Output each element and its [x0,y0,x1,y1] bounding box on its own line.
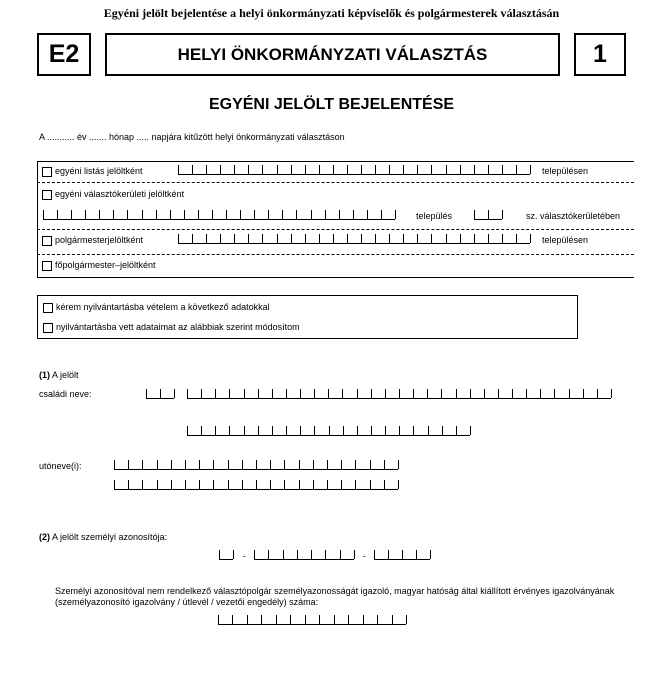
cell-divider [286,426,287,435]
cell-divider [185,460,186,469]
cell-divider [268,210,269,219]
cell-divider [374,550,375,559]
cell-divider [270,480,271,489]
cell-divider [456,426,457,435]
cell-divider [375,234,376,243]
cell-divider [329,426,330,435]
cell-divider [470,426,471,435]
mayor-candidate-checkbox[interactable] [42,236,52,246]
district-settlement-field[interactable] [43,211,395,220]
cell-divider [142,460,143,469]
cell-divider [128,460,129,469]
cell-divider [220,234,221,243]
cell-divider [583,389,584,398]
cell-divider [340,550,341,559]
cell-divider [299,480,300,489]
mayor-settlement-suffix: településen [542,235,589,245]
cell-divider [334,615,335,624]
id-separator: - [363,551,366,561]
district-suffix: sz. választókerületében [526,211,621,221]
district-candidate-label: egyéni választókerületi jelöltként [55,189,185,199]
cell-divider [226,210,227,219]
cell-divider [342,389,343,398]
cell-divider [313,480,314,489]
cell-divider [220,165,221,174]
cell-divider [474,165,475,174]
cell-divider [319,234,320,243]
request-type-box [37,295,578,339]
cell-divider [282,210,283,219]
cell-divider [157,480,158,489]
cell-divider [215,389,216,398]
cell-divider [398,460,399,469]
cell-divider [399,426,400,435]
cell-divider [319,615,320,624]
cell-divider [460,234,461,243]
cell-divider [270,460,271,469]
cell-divider [314,389,315,398]
cell-divider [428,426,429,435]
cell-divider [300,426,301,435]
cell-divider [299,460,300,469]
cell-divider [228,460,229,469]
cell-divider [261,615,262,624]
cell-divider [157,460,158,469]
cell-divider [403,165,404,174]
cell-divider [377,615,378,624]
cell-divider [290,615,291,624]
cell-divider [242,460,243,469]
row-divider [37,254,634,255]
cell-divider [311,210,312,219]
cell-divider [341,460,342,469]
row-divider [37,229,634,230]
cell-divider [218,615,219,624]
cell-divider [43,210,44,219]
cell-divider [297,550,298,559]
cell-divider [357,389,358,398]
id-sex-digit-field[interactable] [219,551,233,560]
cell-divider [341,480,342,489]
cell-divider [431,234,432,243]
cell-divider [597,389,598,398]
cell-divider [375,165,376,174]
cell-divider [256,460,257,469]
cell-divider [171,480,172,489]
cell-divider [199,480,200,489]
cell-divider [470,389,471,398]
cell-divider [348,615,349,624]
cell-divider [156,210,157,219]
given-name-label: utóneve(i): [39,461,82,471]
cell-divider [319,165,320,174]
cell-divider [127,210,128,219]
section1-title: A jelölt [52,370,79,380]
cell-divider [540,389,541,398]
cell-divider [357,426,358,435]
id-document-note: Személyi azonosítóval nem rendelkező választópolgár személyazonosságát igazoló, magyar hatóság által kiállított érvényes igazolványának (személyazonosító igazolvány / útlevél / vezetői engedély) száma: [55,586,615,607]
district-candidate-checkbox[interactable] [42,190,52,200]
section2-heading [39,532,167,542]
cell-divider [355,460,356,469]
cell-divider [229,389,230,398]
cell-divider [339,210,340,219]
cell-divider [171,460,172,469]
cell-divider [441,389,442,398]
cell-divider [416,550,417,559]
register-label: kérem nyilvántartásba vételem a következő adatokkal [56,302,270,312]
page-number-box [574,33,626,76]
cell-divider [256,480,257,489]
cell-divider [284,480,285,489]
cell-divider [187,389,188,398]
cell-divider [427,389,428,398]
cell-divider [516,165,517,174]
cell-divider [512,389,513,398]
cell-divider [219,550,220,559]
cell-divider [291,165,292,174]
list-settlement-suffix: településen [542,166,589,176]
cell-divider [399,389,400,398]
cell-divider [178,165,179,174]
cell-divider [213,480,214,489]
cell-divider [228,480,229,489]
list-candidate-label: egyéni listás jelöltként [55,166,143,176]
cell-divider [234,234,235,243]
cell-divider [363,615,364,624]
cell-divider [57,210,58,219]
cell-divider [530,165,531,174]
cell-divider [199,460,200,469]
cell-divider [247,615,248,624]
cell-divider [353,210,354,219]
cell-divider [113,210,114,219]
cell-divider [187,426,188,435]
cell-divider [201,426,202,435]
cell-divider [242,480,243,489]
cell-divider [389,165,390,174]
cell-divider [201,389,202,398]
section-top-border [37,161,634,162]
cell-divider [276,615,277,624]
cell-divider [569,389,570,398]
cell-divider [212,210,213,219]
cell-divider [402,550,403,559]
name-prefix-field[interactable] [146,390,174,399]
cell-divider [206,234,207,243]
cell-divider [71,210,72,219]
modify-checkbox[interactable] [43,323,53,333]
cell-divider [277,234,278,243]
cell-divider [384,460,385,469]
cell-divider [328,389,329,398]
election-title: HELYI ÖNKORMÁNYZATI VÁLASZTÁS [177,44,488,64]
cell-divider [502,165,503,174]
cell-divider [417,234,418,243]
cell-divider [381,210,382,219]
cell-divider [406,615,407,624]
cell-divider [300,389,301,398]
intro-line: A ........... év ....... hónap ..... napjára kitűzött helyi önkormányzati választáson [39,132,345,142]
cell-divider [146,389,147,398]
cell-divider [85,210,86,219]
modify-label: nyilvántartásba vett adataimat az alábbiak szerint módosítom [56,322,300,332]
cell-divider [488,210,489,219]
cell-divider [498,389,499,398]
cell-divider [361,165,362,174]
cell-divider [474,234,475,243]
family-name-field-2[interactable] [187,427,470,436]
cell-divider [327,480,328,489]
cell-divider [389,234,390,243]
section1-number: (1) [39,370,50,380]
cell-divider [502,210,503,219]
section2-title: A jelölt személyi azonosítója: [52,532,168,542]
cell-divider [268,550,269,559]
cell-divider [333,165,334,174]
form-code: E2 [48,40,80,68]
cell-divider [233,550,234,559]
cell-divider [244,389,245,398]
cell-divider [554,389,555,398]
cell-divider [460,165,461,174]
cell-divider [258,389,259,398]
district-number-field[interactable] [474,211,502,220]
lord-mayor-candidate-checkbox[interactable] [42,261,52,271]
cell-divider [516,234,517,243]
cell-divider [184,210,185,219]
cell-divider [254,210,255,219]
given-name-field-2[interactable] [114,481,398,490]
cell-divider [385,389,386,398]
cell-divider [248,165,249,174]
section1-heading [39,370,79,380]
cell-divider [284,460,285,469]
cell-divider [262,165,263,174]
cell-divider [311,550,312,559]
cell-divider [530,234,531,243]
cell-divider [185,480,186,489]
cell-divider [611,389,612,398]
cell-divider [430,550,431,559]
cell-divider [99,210,100,219]
list-settlement-field[interactable] [178,166,530,175]
cell-divider [160,389,161,398]
cell-divider [277,165,278,174]
cell-divider [305,165,306,174]
cell-divider [178,234,179,243]
page-number: 1 [593,40,607,68]
section-left-border [37,161,38,277]
form-code-box [37,33,91,76]
id-serial-field[interactable] [374,551,430,560]
lord-mayor-candidate-label: főpolgármester–jelöltként [55,260,156,270]
cell-divider [325,210,326,219]
cell-divider [371,426,372,435]
cell-divider [244,426,245,435]
cell-divider [291,234,292,243]
cell-divider [446,234,447,243]
cell-divider [254,550,255,559]
form-header-title: Egyéni jelölt bejelentése a helyi önkormányzati képviselők és polgármesterek választásán [103,6,560,20]
cell-divider [213,460,214,469]
given-name-field[interactable] [114,461,398,470]
cell-divider [456,389,457,398]
cell-divider [333,234,334,243]
section-bottom-border [37,277,634,278]
cell-divider [413,389,414,398]
cell-divider [347,234,348,243]
cell-divider [142,210,143,219]
id-separator: - [243,551,246,561]
family-name-label: családi neve: [39,389,92,399]
cell-divider [484,389,485,398]
cell-divider [325,550,326,559]
cell-divider [385,426,386,435]
district-settlement-label: település [416,211,453,221]
cell-divider [313,460,314,469]
cell-divider [431,165,432,174]
id-document-number-field[interactable] [218,616,406,625]
cell-divider [192,234,193,243]
cell-divider [114,460,115,469]
family-name-field[interactable] [187,390,611,399]
cell-divider [392,615,393,624]
cell-divider [361,234,362,243]
register-checkbox[interactable] [43,303,53,313]
cell-divider [258,426,259,435]
cell-divider [474,210,475,219]
cell-divider [283,550,284,559]
cell-divider [305,615,306,624]
cell-divider [417,165,418,174]
cell-divider [142,480,143,489]
cell-divider [327,460,328,469]
cell-divider [488,234,489,243]
cell-divider [354,550,355,559]
cell-divider [286,389,287,398]
cell-divider [343,426,344,435]
cell-divider [370,460,371,469]
cell-divider [371,389,372,398]
cell-divider [240,210,241,219]
row-divider [37,182,634,183]
cell-divider [248,234,249,243]
cell-divider [114,480,115,489]
cell-divider [198,210,199,219]
cell-divider [502,234,503,243]
page-title: EGYÉNI JELÖLT BEJELENTÉSE [208,96,455,113]
cell-divider [272,426,273,435]
cell-divider [215,426,216,435]
cell-divider [355,480,356,489]
cell-divider [174,389,175,398]
cell-divider [384,480,385,489]
id-birthdate-field[interactable] [254,551,354,560]
cell-divider [314,426,315,435]
cell-divider [442,426,443,435]
cell-divider [305,234,306,243]
cell-divider [272,389,273,398]
cell-divider [526,389,527,398]
mayor-settlement-field[interactable] [178,235,530,244]
cell-divider [370,480,371,489]
cell-divider [395,210,396,219]
cell-divider [128,480,129,489]
section2-number: (2) [39,532,50,542]
cell-divider [170,210,171,219]
cell-divider [229,426,230,435]
mayor-candidate-label: polgármesterjelöltként [55,235,144,245]
cell-divider [232,615,233,624]
cell-divider [388,550,389,559]
cell-divider [398,480,399,489]
cell-divider [234,165,235,174]
cell-divider [206,165,207,174]
cell-divider [446,165,447,174]
cell-divider [192,165,193,174]
election-title-box [105,33,560,76]
cell-divider [488,165,489,174]
cell-divider [347,165,348,174]
list-candidate-checkbox[interactable] [42,167,52,177]
cell-divider [367,210,368,219]
cell-divider [403,234,404,243]
cell-divider [262,234,263,243]
cell-divider [296,210,297,219]
cell-divider [413,426,414,435]
